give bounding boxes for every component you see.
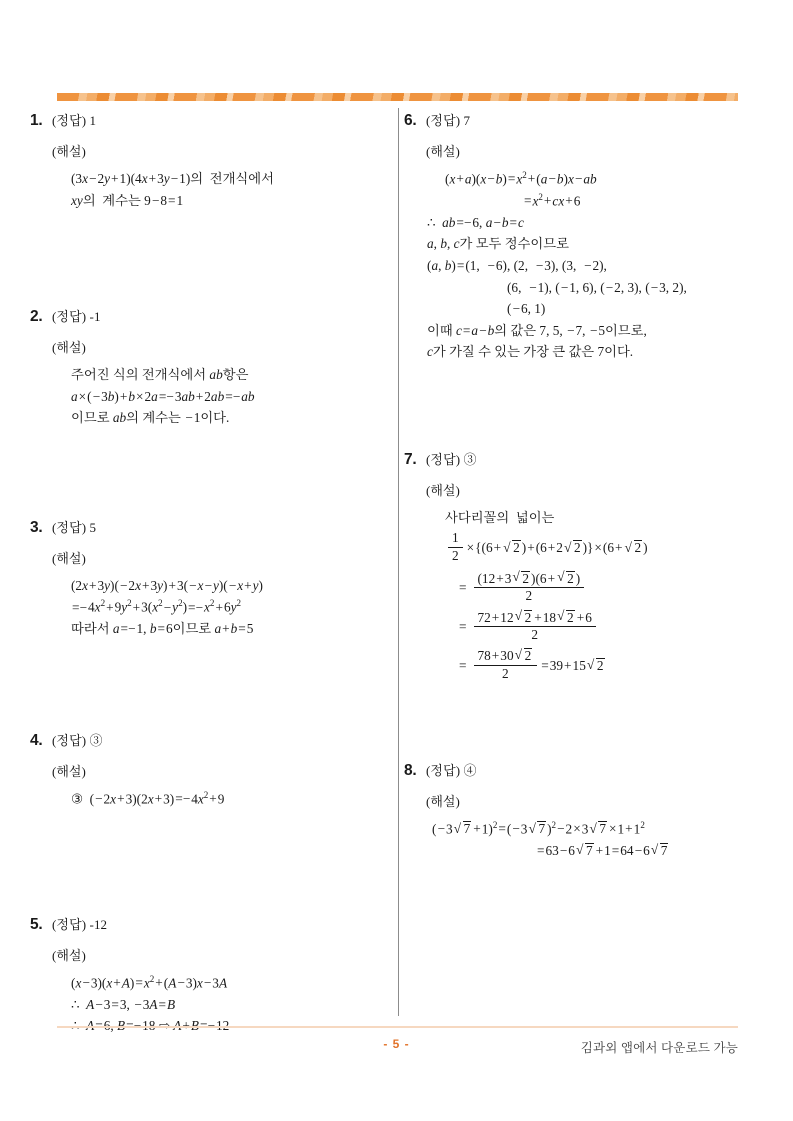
problem-6-answer: (정답) 7: [426, 113, 471, 128]
fraction-step-2: $\frac{72+12 √ 2 +18 √ 2 +6}{2}$: [474, 610, 596, 643]
problem-6-number: 6.: [404, 112, 417, 129]
problem-6-header: [404, 110, 764, 130]
problem-1-line-2: xy의 계수는 9−8=1: [71, 192, 184, 208]
problem-7-line-3: = $\frac{(12+3 √ 2 )(6+ √ 2 )}{2}$: [459, 572, 764, 605]
problem-7-line-5: = $\frac{78+30 √ 2}{2}$ =39+15 √ 2: [459, 649, 764, 682]
problem-4: [30, 730, 390, 810]
problem-6-line-6: (6, −1), (−1, 6), (−2, 3), (−3, 2),: [507, 279, 687, 295]
fraction-step-3: $\frac{78+30 √ 2}{2}$: [474, 648, 538, 681]
problem-5-header: [30, 914, 390, 934]
problem-3-header: [30, 517, 390, 537]
problem-2-solution-body: [71, 364, 390, 429]
problem-8-solution-label: (해설): [426, 794, 460, 810]
problem-3: [30, 517, 390, 640]
problem-5: [30, 914, 390, 1037]
problem-5-number: 5.: [30, 915, 43, 933]
problem-1-number: 1.: [30, 112, 43, 129]
sqrt-7-icon: √ 7: [454, 818, 472, 840]
problem-7: [404, 449, 764, 682]
problem-6-solution-body: [427, 168, 764, 363]
problem-4-line-1: ③ $(-2x+3)(2x+3)=-4x^2+9$: [71, 789, 225, 807]
problem-7-answer: (정답) ③: [426, 451, 477, 467]
page-number: - 5 -: [383, 1037, 410, 1051]
sqrt-7-icon: √ 7: [651, 840, 669, 862]
problem-3-line-1: (2x+3y)(−2x+3y)+3(−x−y)(−x+y): [71, 577, 263, 593]
problem-1-line-1: (3x−2y+1)(4x+3y−1)의 전개식에서: [71, 171, 274, 186]
problem-6-line-1: $(x+a)(x-b)=x^2+(a-b)x-ab$: [445, 170, 597, 187]
problem-3-line-3: 따라서 a=−1, b=6이므로 a+b=5: [71, 621, 254, 637]
problem-7-solution-label: (해설): [426, 482, 460, 498]
problem-2-line-1: 주어진 식의 전개식에서 ab항은: [71, 367, 249, 383]
sqrt-2-icon: √ 2: [564, 537, 582, 559]
problem-4-answer: (정답) ③: [52, 732, 103, 748]
problem-5-line-2: ∴ A−3=3, −3A=B: [71, 996, 176, 1012]
left-column: [30, 110, 390, 1037]
sqrt-2-icon: √ 2: [625, 537, 643, 559]
problem-6-line-2: $=x^2+cx+6$: [524, 191, 581, 209]
problem-7-line-2: $\frac{1}{2}$ ×{(6+ √ 2 )+(6+2 √ 2 )}×(6+ √ 2 ): [445, 532, 764, 564]
problem-8-header: [404, 760, 764, 780]
problem-1-answer: (정답) 1: [52, 113, 97, 128]
problem-2-line-2: a×(−3b)+b×2a=−3ab+2ab=−ab: [71, 388, 255, 404]
problem-3-answer: (정답) 5: [52, 519, 97, 535]
problem-5-line-1: $(x-3)(x+A)=x^2+(A-3)x-3A$: [71, 973, 228, 991]
problem-5-answer: (정답) -12: [52, 916, 108, 932]
problem-3-line-2: $=-4x^2+9y^2+3(x^2-y^2)=-x^2+6y^2$: [72, 598, 242, 615]
problem-3-number: 3.: [30, 518, 43, 536]
sqrt-2-icon: √ 2: [587, 655, 605, 677]
sqrt-2-icon: √ 2: [512, 571, 530, 586]
problem-6-line-3: ∴ ab=−6, a−b=c: [427, 214, 524, 230]
problem-6-line-5: (a, b)=(1, −6), (2, −3), (3, −2),: [427, 257, 607, 273]
sqrt-7-icon: √ 7: [576, 840, 594, 862]
problem-7-line-1: 사다리꼴의 넓이는: [445, 509, 555, 525]
footer-divider-rule: [57, 1026, 738, 1028]
footer-note: 김과외 앱에서 다운로드 가능: [580, 1041, 738, 1055]
problem-4-solution-body: [71, 788, 390, 810]
problem-8-number: 8.: [404, 762, 417, 780]
problem-8-line-2: =63−6 √ 7 +1=64−6 √ 7: [432, 840, 764, 862]
problem-3-solution-body: [71, 575, 390, 640]
problem-2-line-3: 이므로 ab의 계수는 −1이다.: [71, 410, 230, 426]
problem-6-line-4: a, b, c가 모두 정수이므로: [427, 236, 569, 252]
problem-8-solution-body: [432, 818, 764, 861]
problem-2: [30, 306, 390, 429]
problem-2-number: 2.: [30, 308, 43, 326]
problem-7-header: [404, 449, 764, 469]
problem-2-answer: (정답) -1: [52, 309, 101, 325]
problem-5-solution-label: (해설): [52, 947, 86, 963]
problem-6: [404, 110, 764, 363]
sqrt-2-icon: √ 2: [515, 648, 533, 663]
problem-1-solution-label: (해설): [52, 144, 86, 159]
sqrt-2-icon: √ 2: [503, 537, 521, 559]
problem-4-solution-label: (해설): [52, 763, 86, 779]
problem-1-solution-body: [71, 168, 390, 211]
sqrt-2-icon: √ 2: [557, 610, 575, 625]
problem-8-line-1: (−3 √ 7 +1)$^2$=(−3 √ 7 )$^2$−2×3 √ $7 \times 1+1^2$: [432, 818, 764, 840]
sqrt-7-icon: √ 7: [589, 818, 607, 840]
problem-6-line-7: (−6, 1): [507, 301, 546, 317]
problem-1-header: [30, 110, 390, 130]
problem-1: [30, 110, 390, 211]
fraction-one-half: $\frac{1}{2}$: [448, 531, 463, 563]
sqrt-2-icon: √ 2: [557, 571, 575, 586]
problem-2-solution-label: (해설): [52, 340, 86, 356]
problem-7-line-4: = $\frac{72+12 √ 2 +18 √ 2 +6}{2}$: [459, 611, 764, 644]
fraction-step-1: $\frac{(12+3 √ 2 )(6+ √ 2 )}{2}$: [474, 571, 585, 604]
problem-4-header: [30, 730, 390, 750]
problem-8-answer: (정답) ④: [426, 763, 477, 779]
problem-6-solution-label: (해설): [426, 144, 460, 159]
problem-4-number: 4.: [30, 731, 43, 749]
problem-2-header: [30, 306, 390, 326]
sqrt-2-icon: √ 2: [515, 610, 533, 625]
right-column: [404, 110, 764, 862]
problem-6-line-8: 이때 c=a−b의 값은 7, 5, −7, −5이므로,: [427, 322, 647, 338]
problem-8: [404, 760, 764, 861]
sqrt-7-icon: √ 7: [528, 818, 546, 840]
problem-3-solution-label: (해설): [52, 550, 86, 566]
problem-7-number: 7.: [404, 450, 417, 468]
problem-7-solution-body: [445, 507, 764, 682]
problem-6-line-9: c가 가질 수 있는 가장 큰 값은 7이다.: [427, 344, 634, 360]
